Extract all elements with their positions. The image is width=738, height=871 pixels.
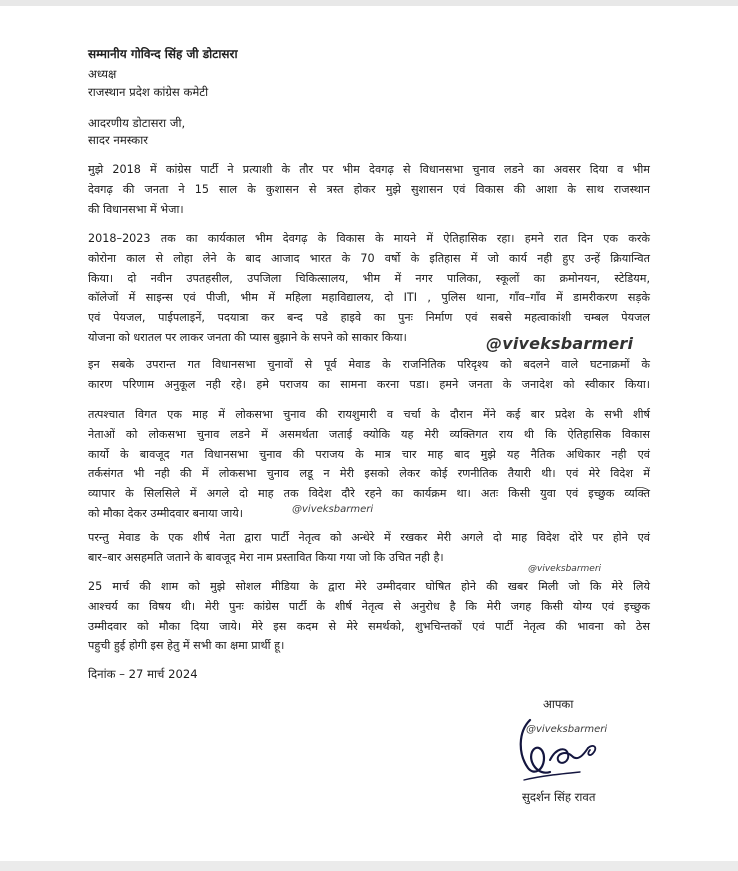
- closing-word: आपका: [543, 697, 574, 711]
- recipient-organization: राजस्थान प्रदेश कांग्रेस कमेटी: [88, 85, 209, 99]
- paragraph-line: 2018–2023 तक का कार्यकाल भीम देवगढ़ के विकास के मायने में ऐतिहासिक रहा। हमने रात दिन एक करके: [88, 232, 650, 245]
- paragraph-line: उम्मीदवार को मौका दिया जाये। मेरे इस कदम से मेरे समर्थको, शुभचिन्तकों एवं पार्टी नेतृत्व की भावना को ठेस: [88, 619, 650, 633]
- paragraph-3: [88, 355, 650, 395]
- salutation-line: आदरणीय डोटासरा जी,: [88, 116, 186, 130]
- watermark-inline: @viveksbarmeri: [292, 504, 374, 515]
- greeting-line: सादर नमस्कार: [88, 133, 148, 147]
- paragraph-line: की विधानसभा में भेजा।: [88, 202, 184, 216]
- paragraph-line: इन सबके उपरान्त गत विधानसभा चुनावों से पूर्व मेवाड के राजनितिक परिदृश्य को बदलने वाले घटनाक्रमों के: [88, 358, 650, 371]
- paragraph-line: तर्कसंगत भी नही की में लोकसभा चुनाव लडू न मेरी इसको लेकर कोई रणनीतिक तैयारी थी। एवं मेरे विदेश में: [88, 467, 650, 481]
- sender-name: सुदर्शन सिंह रावत: [522, 790, 596, 804]
- paragraph-6: [88, 577, 650, 656]
- watermark-signature: @viveksbarmeri: [526, 724, 608, 735]
- paragraph-line: मुझे 2018 में कांग्रेस पार्टी ने प्रत्याशी के तौर पर भीम देवगढ़ से विधानसभा चुनाव लडने का अवसर दिया व भीम: [88, 163, 650, 176]
- paragraph-line: योजना को धरातल पर लाकर जनता की प्यास बुझाने के सपने को साकार किया।: [88, 330, 407, 344]
- paragraph-1: [88, 160, 650, 219]
- paragraph-line: कारण परिणाम अनुकूल नही रहे। हमे पराजय का सामना करना पडा। हमने जनता के जनादेश को स्वीकार किया।: [88, 377, 650, 391]
- paragraph-line: देवगढ़ की जनता ने 15 साल के कुशासन से त्रस्त होकर मुझे सुशासन एवं विकास की आशा के साथ राजस्थान: [88, 182, 650, 196]
- paragraph-line: को मौका देकर उम्मीदवार बनाया जाये।: [88, 506, 243, 520]
- paragraph-2: [88, 229, 650, 348]
- handwritten-signature: [510, 710, 606, 790]
- paragraph-line: तत्पश्चात विगत एक माह में लोकसभा चुनाव की रायशुमारी व चर्चा के दौरान मेंने कई बार प्रदेश के सभी शीर्ष: [88, 408, 650, 421]
- recipient-name: सम्मानीय गोविन्द सिंह जी डोटासरा: [88, 47, 238, 61]
- letter-date: दिनांक – 27 मार्च 2024: [88, 667, 198, 681]
- paragraph-line: 25 मार्च की शाम को मुझे सोशल मीडिया के द्वारा मेरे उम्मीदवार घोषित होने की खबर मिली जो कि मेरे लिये: [88, 580, 650, 593]
- paragraph-line: किया। दो नवीन उपतहसील, उपजिला चिकित्सालय, भीम में नगर पालिका, स्कूलों का क्रमोनयन, स्टेडियम,: [88, 271, 650, 285]
- photo-top-edge: [0, 0, 738, 6]
- paragraph-5: [88, 528, 650, 568]
- paragraph-line: बार–बार असहमति जताने के बावजूद मेरा नाम प्रस्तावित किया गया जो कि उचित नही है।: [88, 550, 444, 564]
- recipient-designation: अध्यक्ष: [88, 67, 117, 81]
- watermark-small: @viveksbarmeri: [528, 564, 602, 574]
- paragraph-line: एवं पेयजल, पाईपलाइनें, पदयात्रा कर बन्द पडे हाइवे का पुनः निर्माण एवं सबसे महत्वाकांशी चम्बल पेयजल: [88, 311, 650, 325]
- paragraph-line: पहुची हुई होगी इस हेतु में सभी का क्षमा प्रार्थी हू।: [88, 639, 285, 653]
- photo-bottom-edge: [0, 861, 738, 871]
- watermark-handle: @viveksbarmeri: [486, 334, 634, 353]
- paragraph-line: कॉलेजों में साइन्स एवं पीजी, भीम में महिला महाविद्यालय, दो ITI , पुलिस थाना, गाँव–गाँव में डामरीकरण सड़के: [88, 291, 650, 305]
- paragraph-line: परन्तु मेवाड के एक शीर्ष नेता द्वारा पार्टी नेतृत्व को अन्धेरे में रखकर मेरी अगले दो माह विदेश दोरे पर होने एवं: [88, 531, 650, 544]
- paragraph-line: आश्चर्य का विषय थी। मेरी पुनः कांग्रेस पार्टी के शीर्ष नेतृत्व से अनुरोध है कि मेरी जगह किसी योग्य एवं इच्छुक: [88, 599, 650, 613]
- paragraph-line: कार्यो के बावजूद गत विधानसभा चुनाव की पराजय के मात्र चार माह बाद मुझे यह नैतिक अधिकार नही एवं: [88, 447, 650, 461]
- paragraph-line: नेताओं को लोकसभा चुनाव लडने में असमर्थता जताई क्योकि यह मेरी व्यक्तिगत राय थी कि ऐतिहासिक विकास: [88, 427, 650, 441]
- paragraph-line: कोरोना काल से लोहा लेने के बाद आजाद भारत के 70 वर्षो के इतिहास में जो कार्य नही हुए उन्हें क्रियान्वित: [88, 251, 650, 265]
- paragraph-line: व्यापार के सिलसिले में अगले दो माह तक विदेश दौरे रहने का कार्यक्रम था। अतः किसी युवा एवं इच्छुक व्यक्ति: [88, 487, 650, 501]
